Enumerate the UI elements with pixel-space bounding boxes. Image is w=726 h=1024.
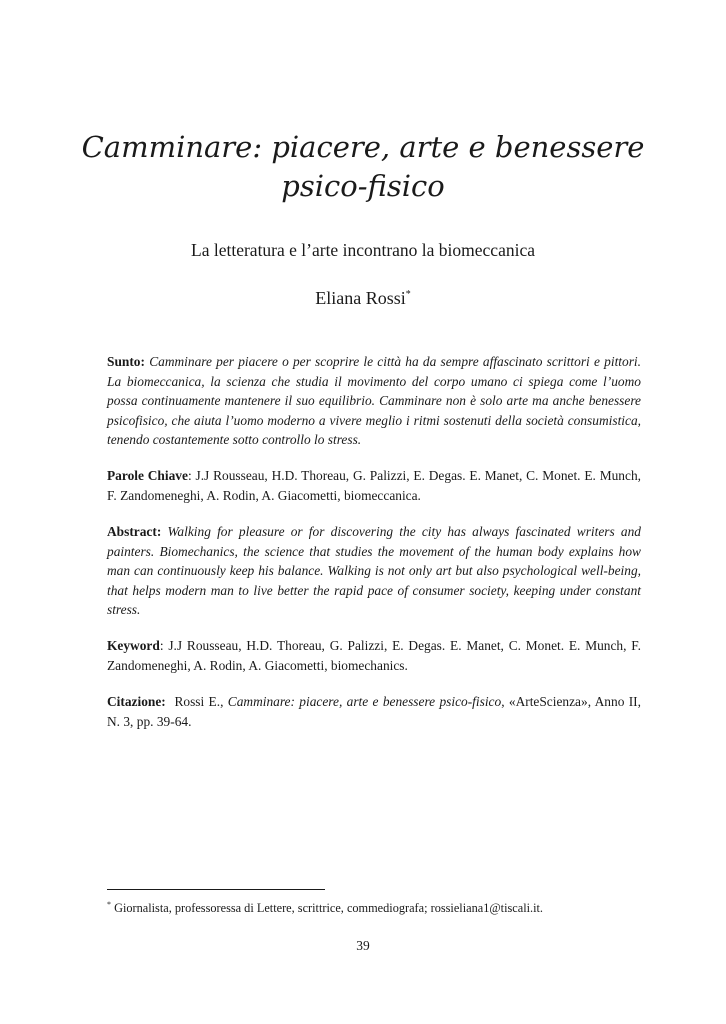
citazione-section: [107, 692, 641, 731]
citazione-pre: Rossi E.,: [174, 694, 228, 709]
author-line: [60, 285, 666, 311]
abstract-section: [107, 522, 641, 620]
sunto-text: Camminare per piacere o per scoprire le città ha da sempre affascinato scrittori e pittori. La biomeccanica, la scienza che studia il movimento del corpo umano ci spiega come l’uomo possa continuamente mantenere il suo equilibrio. Camminare non è solo arte ma anche benessere psicofisico, che aiuta l’uomo moderno a vivere meglio i ritmi sostenuti della società consumistica, tenendo costantemente sotto controllo lo stress.: [107, 354, 641, 447]
parole-chiave-section: [107, 466, 641, 505]
parole-chiave-label: Parole Chiave: [107, 468, 188, 483]
sunto-section: [107, 352, 641, 450]
page-number: 39: [356, 938, 370, 953]
abstract-label: Abstract:: [107, 524, 162, 539]
footnote: [107, 900, 647, 916]
parole-chiave-text: : J.J Rousseau, H.D. Thoreau, G. Palizzi, E. Degas. E. Manet, C. Monet. E. Munch, F. Zandomeneghi, A. Rodin, A. Giacometti, biomeccanica.: [107, 468, 641, 503]
sunto-label: Sunto:: [107, 354, 145, 369]
keyword-section: [107, 636, 641, 675]
author-name: Eliana Rossi: [315, 288, 406, 308]
footnote-mark: *: [107, 899, 111, 909]
abstract-text: Walking for pleasure or for discovering the city has always fascinated writers and painters. Biomechanics, the science that studies the movement of the human body explains how man can continuously keep his balance. Walking is not only art but also psychological well-being, that helps modern man to live better the rapid pace of consumer society, keeping under constant stress.: [107, 524, 641, 617]
keyword-text: : J.J Rousseau, H.D. Thoreau, G. Palizzi, E. Degas. E. Manet, C. Monet. E. Munch, F. Zandomeneghi, A. Rodin, A. Giacometti, biomechanics.: [107, 638, 641, 673]
paper-subtitle: La letteratura e l’arte incontrano la biomeccanica: [191, 240, 535, 260]
citazione-label: Citazione:: [107, 694, 166, 709]
keyword-label: Keyword: [107, 638, 160, 653]
footnote-text: Giornalista, professoressa di Lettere, scrittrice, commediografa; rossieliana1@tiscali.it.: [114, 901, 544, 915]
citazione-post: , «ArteScienza», Anno II, N. 3, pp. 39-64.: [107, 694, 641, 729]
paper-title: Camminare: piacere, arte e benessere psico-fisico: [81, 130, 645, 203]
author-footnote-mark: *: [405, 289, 411, 300]
citazione-title: Camminare: piacere, arte e benessere psico-fisico: [227, 694, 502, 709]
footnote-rule: [107, 889, 325, 890]
